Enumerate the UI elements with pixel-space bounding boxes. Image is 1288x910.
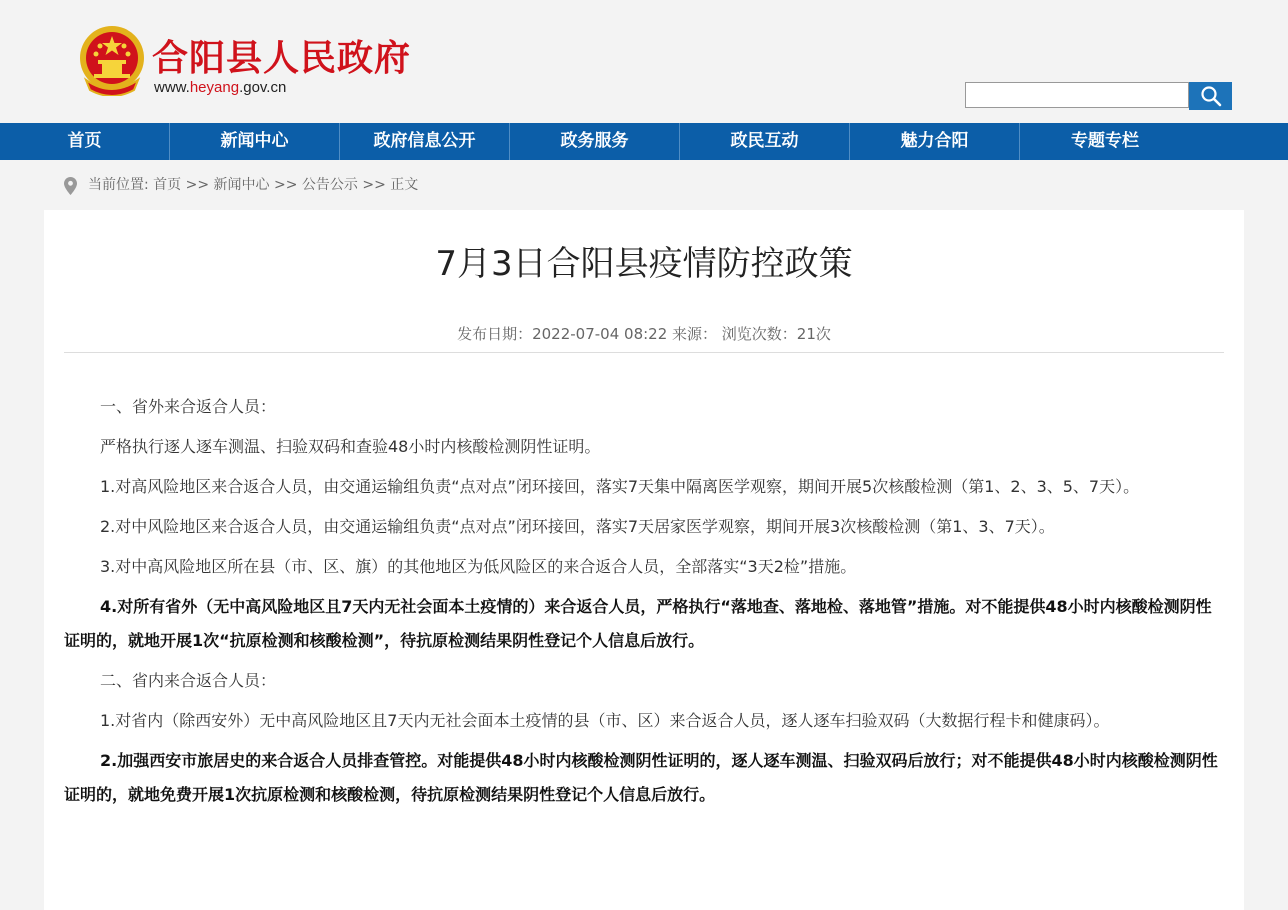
nav-item-services[interactable]: 政务服务 (510, 123, 680, 160)
site-title[interactable]: 合阳县人民政府 (152, 37, 412, 79)
article-content (64, 390, 1224, 818)
site-header (0, 0, 1288, 123)
breadcrumb (0, 160, 1288, 210)
search-box (965, 82, 1232, 110)
article-title: 7月3日合阳县疫情防控政策 (435, 244, 853, 284)
article-paragraph: 严格执行逐人逐车测温、扫验双码和查验48小时内核酸检测阴性证明。 (100, 437, 601, 456)
nav-item-charm[interactable]: 魅力合阳 (850, 123, 1020, 160)
nav-item-home[interactable]: 首页 (0, 123, 170, 160)
nav-item-interaction[interactable]: 政民互动 (680, 123, 850, 160)
article-meta: 发布日期：2022-07-04 08:22 来源： 浏览次数：21次 (457, 325, 831, 343)
site-url-prefix: www. (154, 79, 190, 96)
article-paragraph: 一、省外来合返合人员： (100, 397, 277, 416)
breadcrumb-link-notices[interactable]: 公告公示 (301, 177, 358, 193)
breadcrumb-link-home[interactable]: 首页 (153, 177, 182, 193)
search-button[interactable] (1189, 82, 1232, 110)
article-paragraph: 1.对省内（除西安外）无中高风险地区且7天内无社会面本土疫情的县（市、区）来合返合人员，逐人逐车扫验双码（大数据行程卡和健康码）。 (100, 711, 1110, 730)
article-paragraph-bold: 4.对所有省外（无中高风险地区且7天内无社会面本土疫情的）来合返合人员，严格执行“落地查、落地检、落地管”措施。对不能提供48小时内核酸检测阴性证明的，就地开展1次“抗原检测和核酸检测”，待抗原检测结果阴性登记个人信息后放行。 (64, 597, 1212, 650)
article-card (44, 210, 1244, 910)
nav-item-topics[interactable]: 专题专栏 (1071, 131, 1139, 151)
main-nav (0, 123, 1288, 160)
search-input[interactable] (965, 82, 1189, 108)
nav-item-news[interactable]: 新闻中心 (170, 123, 340, 160)
breadcrumb-separator: >> (181, 177, 214, 193)
nav-item-gov-info[interactable]: 政府信息公开 (340, 123, 510, 160)
breadcrumb-current: 正文 (390, 177, 419, 193)
location-pin-icon (64, 177, 77, 195)
national-emblem-icon (78, 24, 146, 96)
breadcrumb-separator: >> (269, 177, 302, 193)
breadcrumb-link-news[interactable]: 新闻中心 (213, 177, 270, 193)
site-url[interactable] (154, 79, 286, 96)
breadcrumb-separator: >> (357, 177, 391, 193)
article-paragraph: 二、省内来合返合人员： (100, 671, 277, 690)
breadcrumb-prefix: 当前位置: (88, 177, 154, 193)
article-paragraph: 2.对中风险地区来合返合人员，由交通运输组负责“点对点”闭环接回，落实7天居家医学观察，期间开展3次核酸检测（第1、3、7天）。 (100, 517, 1055, 536)
site-url-suffix: .gov.cn (239, 79, 287, 96)
article-paragraph: 3.对中高风险地区所在县（市、区、旗）的其他地区为低风险区的来合返合人员，全部落实“3天2检”措施。 (100, 557, 857, 576)
site-url-domain: heyang (189, 79, 240, 96)
divider (64, 352, 1224, 353)
article-paragraph: 1.对高风险地区来合返合人员，由交通运输组负责“点对点”闭环接回，落实7天集中隔离医学观察，期间开展5次核酸检测（第1、2、3、5、7天）。 (100, 477, 1140, 496)
search-icon (1200, 85, 1222, 107)
article-paragraph-bold: 2.加强西安市旅居史的来合返合人员排查管控。对能提供48小时内核酸检测阴性证明的，逐人逐车测温、扫验双码后放行；对不能提供48小时内核酸检测阴性证明的，就地免费开展1次抗原检测和核酸检测，待抗原检测结果阴性登记个人信息后放行。 (64, 751, 1218, 804)
